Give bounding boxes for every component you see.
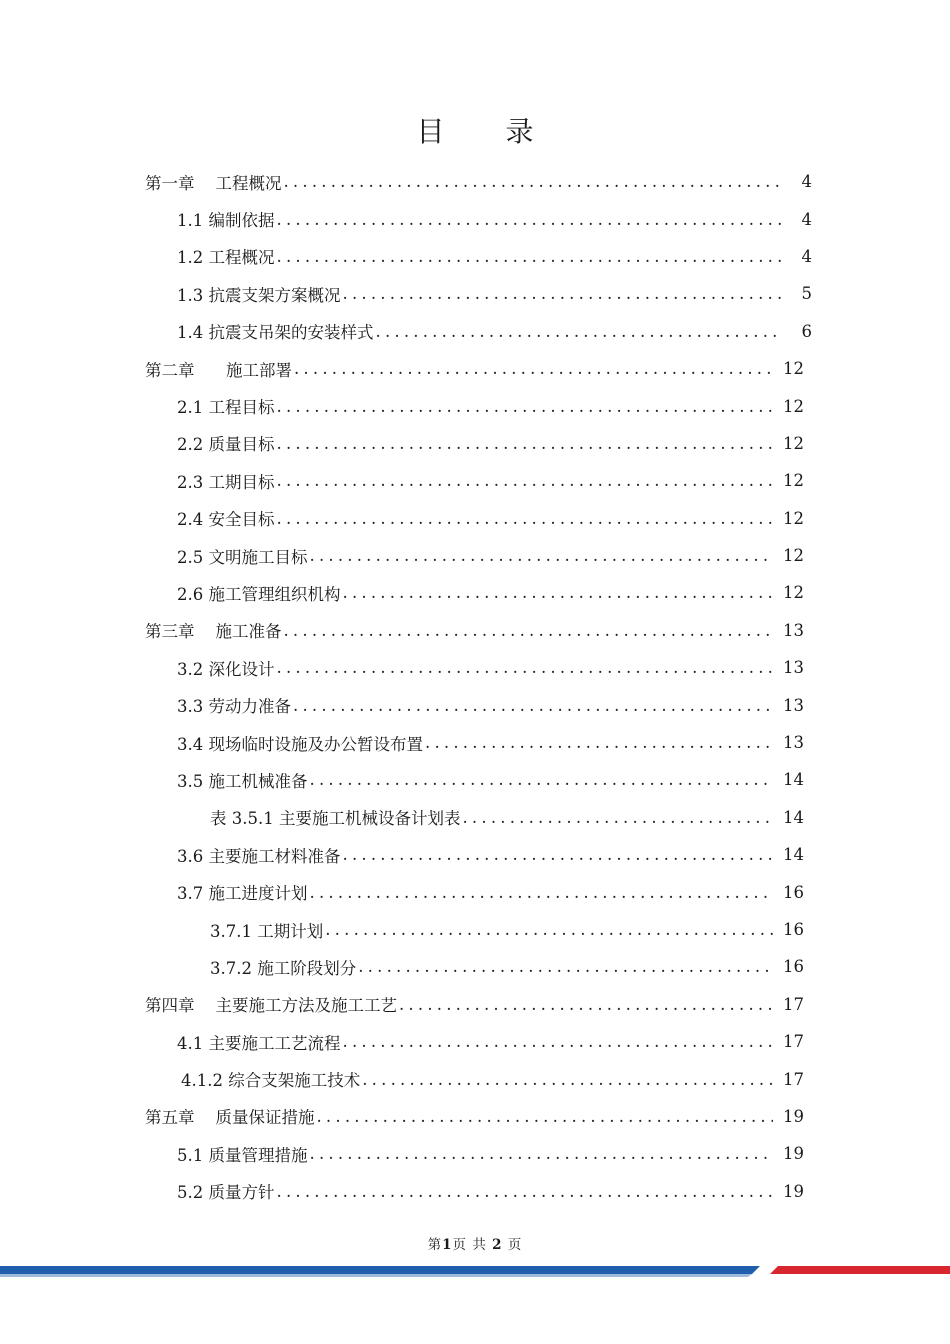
toc-entry-page-number: 5 — [801, 284, 812, 304]
toc-entry-page-number: 6 — [801, 321, 812, 341]
toc-dot-leader — [277, 210, 783, 229]
toc-dot-leader — [310, 546, 774, 565]
toc-entry-label: 第二章 施工部署 — [145, 360, 292, 380]
toc-entry[interactable] — [0, 238, 950, 275]
toc-entry[interactable] — [0, 724, 950, 761]
toc-dot-leader — [294, 359, 773, 378]
toc-entry-label: 2.6 施工管理组织机构 — [177, 584, 341, 604]
toc-dot-leader — [277, 658, 774, 677]
footer-band-blue — [0, 1266, 760, 1274]
toc-dot-leader — [283, 621, 773, 640]
toc-entry[interactable] — [0, 836, 950, 873]
toc-entry-page-number: 19 — [783, 1181, 804, 1201]
toc-entry-label: 2.1 工程目标 — [177, 398, 275, 418]
toc-dot-leader — [358, 957, 773, 976]
page-title: 目 录 — [416, 115, 560, 148]
toc-entry-label: 4.1.2 综合支架施工技术 — [181, 1071, 361, 1091]
toc-entry-label: 1.1 编制依据 — [177, 211, 275, 231]
toc-entry-page-number: 16 — [783, 882, 804, 902]
toc-entry[interactable] — [0, 1098, 950, 1135]
toc-entry[interactable] — [0, 275, 950, 312]
toc-entry[interactable] — [0, 612, 950, 649]
toc-entry[interactable] — [0, 873, 950, 910]
toc-entry-label: 2.4 安全目标 — [177, 510, 275, 530]
toc-dot-leader — [277, 434, 774, 453]
toc-entry-label: 第四章 主要施工方法及施工工艺 — [145, 996, 397, 1016]
toc-entry-label: 5.1 质量管理措施 — [177, 1145, 308, 1165]
toc-entry-page-number: 13 — [783, 658, 804, 678]
toc-dot-leader — [310, 1144, 774, 1163]
toc-entry-page-number: 17 — [783, 1032, 804, 1052]
toc-entry-label: 第五章 质量保证措施 — [145, 1108, 315, 1128]
toc-entry-label: 2.5 文明施工目标 — [177, 547, 308, 567]
toc-entry-page-number: 14 — [783, 845, 804, 865]
toc-entry-page-number: 13 — [783, 733, 804, 753]
toc-entry[interactable] — [0, 163, 950, 200]
toc-entry-page-number: 17 — [783, 994, 804, 1014]
toc-entry-page-number: 12 — [783, 433, 804, 453]
toc-entry-page-number: 19 — [783, 1144, 804, 1164]
toc-entry-page-number: 12 — [783, 508, 804, 528]
toc-entry-label: 第一章 工程概况 — [145, 173, 282, 193]
toc-dot-leader — [343, 1032, 774, 1051]
footer-prefix: 第 — [427, 1237, 443, 1253]
footer-band-red — [770, 1266, 950, 1274]
toc-dot-leader — [343, 284, 783, 303]
footer-decorative-band — [0, 1262, 950, 1278]
toc-entry-page-number: 14 — [783, 770, 804, 790]
table-of-contents — [0, 163, 950, 1210]
toc-entry-label: 2.2 质量目标 — [177, 435, 275, 455]
toc-entry-label: 3.6 主要施工材料准备 — [177, 846, 341, 866]
toc-entry-page-number: 12 — [783, 583, 804, 603]
toc-entry-page-number: 4 — [801, 246, 812, 266]
toc-dot-leader — [362, 1070, 773, 1089]
toc-dot-leader — [376, 322, 783, 341]
toc-entry[interactable] — [0, 387, 950, 424]
toc-dot-leader — [399, 995, 773, 1014]
toc-entry-label: 3.7 施工进度计划 — [177, 884, 308, 904]
footer-current-page: 1 — [442, 1237, 453, 1253]
toc-entry[interactable] — [0, 686, 950, 723]
toc-entry[interactable] — [0, 1023, 950, 1060]
toc-entry-label: 3.2 深化设计 — [177, 659, 275, 679]
toc-entry-label: 3.5 施工机械准备 — [177, 771, 308, 791]
footer-total-pages: 2 — [492, 1237, 503, 1253]
toc-entry-label: 表 3.5.1 主要施工机械设备计划表 — [210, 809, 461, 829]
toc-entry[interactable] — [0, 911, 950, 948]
toc-entry-page-number: 4 — [801, 172, 812, 192]
toc-entry-page-number: 13 — [783, 695, 804, 715]
toc-entry-page-number: 12 — [783, 359, 804, 379]
footer-middle: 页 共 — [452, 1237, 487, 1253]
footer-suffix: 页 — [507, 1237, 523, 1253]
toc-entry[interactable] — [0, 350, 950, 387]
toc-entry-label: 1.4 抗震支吊架的安装样式 — [177, 323, 374, 343]
toc-dot-leader — [316, 1107, 773, 1126]
toc-entry[interactable] — [0, 537, 950, 574]
toc-entry[interactable] — [0, 761, 950, 798]
toc-entry-page-number: 17 — [783, 1069, 804, 1089]
toc-dot-leader — [343, 583, 774, 602]
toc-dot-leader — [310, 770, 774, 789]
toc-entry[interactable] — [0, 948, 950, 985]
toc-dot-leader — [325, 920, 773, 939]
toc-dot-leader — [293, 696, 773, 715]
toc-entry[interactable] — [0, 1173, 950, 1210]
toc-entry-label: 5.2 质量方针 — [177, 1183, 275, 1203]
toc-entry-label: 2.3 工期目标 — [177, 472, 275, 492]
toc-entry-label: 3.4 现场临时设施及办公暂设布置 — [177, 734, 423, 754]
toc-entry[interactable] — [0, 425, 950, 462]
toc-dot-leader — [277, 1182, 774, 1201]
toc-dot-leader — [425, 733, 773, 752]
toc-dot-leader — [283, 172, 782, 191]
toc-entry[interactable] — [0, 574, 950, 611]
toc-entry-label: 第三章 施工准备 — [145, 622, 282, 642]
toc-entry[interactable] — [0, 500, 950, 537]
toc-entry-page-number: 12 — [783, 546, 804, 566]
toc-entry-label: 3.7.1 工期计划 — [210, 921, 324, 941]
toc-entry[interactable] — [0, 986, 950, 1023]
toc-entry-page-number: 16 — [783, 957, 804, 977]
footer-band-light-blue — [0, 1274, 752, 1277]
toc-entry-page-number: 13 — [783, 620, 804, 640]
toc-entry[interactable] — [0, 799, 950, 836]
toc-dot-leader — [310, 883, 774, 902]
toc-entry-page-number: 14 — [783, 807, 804, 827]
toc-entry[interactable] — [0, 649, 950, 686]
toc-entry[interactable] — [0, 1060, 950, 1097]
toc-entry[interactable] — [0, 200, 950, 237]
toc-entry[interactable] — [0, 313, 950, 350]
toc-dot-leader — [277, 471, 774, 490]
toc-entry-page-number: 12 — [783, 471, 804, 491]
toc-entry-page-number: 16 — [783, 920, 804, 939]
toc-dot-leader — [343, 845, 774, 864]
toc-dot-leader — [277, 397, 774, 416]
toc-entry-label: 3.7.2 施工阶段划分 — [210, 958, 357, 978]
toc-dot-leader — [462, 808, 773, 827]
toc-dot-leader — [277, 247, 783, 266]
toc-entry-label: 1.2 工程概况 — [177, 248, 275, 268]
toc-entry-page-number: 19 — [783, 1106, 804, 1126]
toc-entry[interactable] — [0, 1135, 950, 1172]
toc-entry-label: 4.1 主要施工工艺流程 — [177, 1033, 341, 1053]
toc-entry-page-number: 4 — [801, 209, 812, 229]
page-footer — [0, 1233, 950, 1253]
toc-entry-page-number: 12 — [783, 396, 804, 416]
toc-entry-label: 3.3 劳动力准备 — [177, 697, 291, 717]
toc-dot-leader — [277, 509, 774, 528]
toc-entry-label: 1.3 抗震支架方案概况 — [177, 285, 341, 305]
toc-entry[interactable] — [0, 462, 950, 499]
